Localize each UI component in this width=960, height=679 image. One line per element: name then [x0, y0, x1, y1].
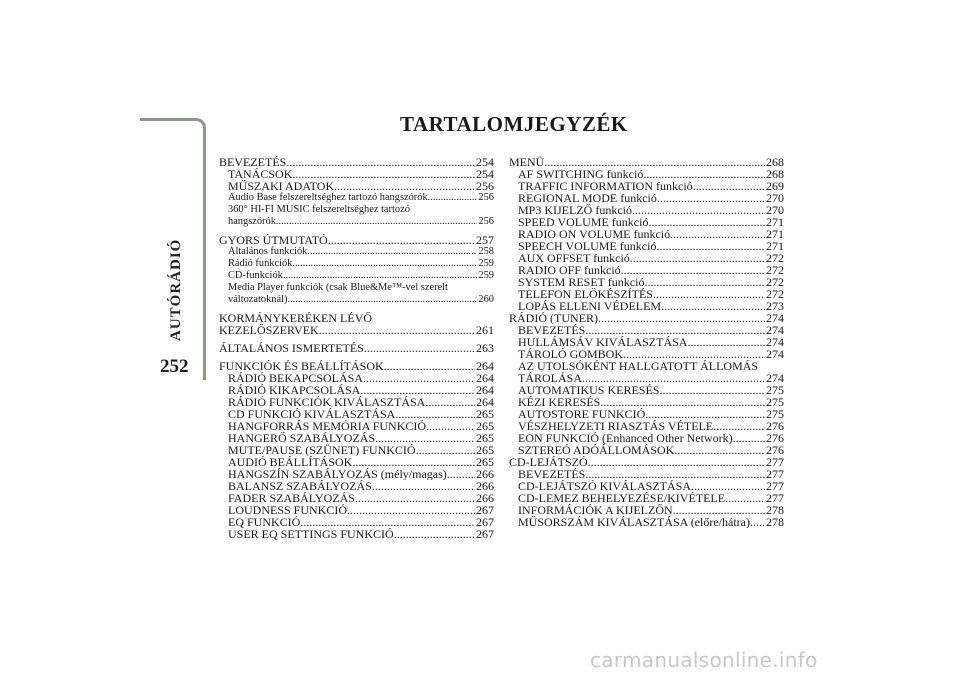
toc-leader-dots	[733, 432, 765, 444]
toc-entry-label: RADIO ON VOLUME funkció	[518, 228, 671, 240]
toc-leader-dots	[395, 408, 475, 420]
toc-entry[interactable]	[219, 282, 494, 294]
toc-entry-page: 275	[766, 407, 784, 421]
toc-entry-page: 275	[766, 383, 784, 397]
toc-entry[interactable]	[509, 492, 784, 504]
toc-entry-label: AF SWITCHING funkció	[518, 168, 644, 180]
toc-entry[interactable]	[219, 342, 494, 354]
toc-entry-label: SYSTEM RESET funkció	[518, 276, 645, 288]
toc-entry[interactable]	[509, 480, 784, 492]
toc-entry-label: SPEECH VOLUME funkció	[518, 240, 657, 252]
toc-entry-label: SPEED VOLUME funkció	[518, 216, 649, 228]
toc-entry-label: USER EQ SETTINGS FUNKCIÓ	[228, 528, 394, 540]
toc-entry[interactable]	[509, 384, 784, 396]
toc-leader-dots	[621, 264, 765, 276]
toc-entry-label: HULLÁMSÁV KIVÁLASZTÁSA	[518, 336, 688, 348]
toc-entry[interactable]	[509, 324, 784, 336]
toc-entry-page: 278	[766, 503, 784, 517]
toc-entry[interactable]	[219, 408, 494, 420]
toc-entry-page: 258	[478, 246, 494, 257]
toc-entry-label: AZ UTOLSÓKÉNT HALLGATOTT ÁLLOMÁS	[518, 360, 759, 372]
toc-entry-label: MENÜ	[509, 156, 545, 168]
toc-entry-page: 263	[476, 341, 494, 355]
toc-entry[interactable]	[509, 252, 784, 264]
toc-entry[interactable]	[509, 240, 784, 252]
toc-leader-dots	[319, 324, 475, 336]
toc-entry-label: KORMÁNYKERÉKEN LÉVŐ	[219, 312, 372, 324]
toc-leader-dots	[300, 516, 475, 528]
toc-entry-label: AUTOSTORE FUNKCIÓ	[518, 408, 646, 420]
toc-entry[interactable]	[509, 300, 784, 312]
toc-leader-dots	[585, 324, 765, 336]
toc-leader-dots	[585, 468, 765, 480]
toc-entry[interactable]	[509, 348, 784, 360]
toc-entry[interactable]	[509, 456, 784, 468]
toc-leader-dots	[674, 444, 765, 456]
toc-leader-dots	[693, 180, 765, 192]
toc-entry-page: 277	[766, 455, 784, 469]
toc-entry[interactable]	[219, 204, 494, 216]
toc-leader-dots	[355, 492, 475, 504]
toc-entry[interactable]	[219, 258, 494, 270]
toc-entry-page: 277	[766, 491, 784, 505]
toc-entry[interactable]	[509, 204, 784, 216]
toc-right-column	[509, 156, 784, 528]
toc-entry-page: 259	[478, 270, 494, 281]
toc-entry-label: FUNKCIÓK ÉS BEÁLLÍTÁSOK	[219, 360, 384, 372]
toc-entry-page: 267	[476, 527, 494, 541]
toc-leader-dots	[632, 204, 765, 216]
toc-entry-label: MŰSZAKI ADATOK	[228, 180, 335, 192]
toc-entry[interactable]	[219, 516, 494, 528]
toc-entry-page: 266	[476, 467, 494, 481]
toc-entry-page: 265	[476, 455, 494, 469]
toc-entry-page: 276	[766, 443, 784, 457]
toc-entry-label: SZTEREÓ ADÓÁLLOMÁSOK	[518, 444, 675, 456]
toc-entry[interactable]	[219, 192, 494, 204]
toc-entry-label: RÁDIÓ (TUNER)	[509, 312, 598, 324]
toc-entry-page: 265	[476, 419, 494, 433]
toc-entry-page: 257	[476, 233, 494, 247]
toc-leader-dots	[645, 408, 765, 420]
toc-leader-dots	[283, 270, 478, 282]
toc-entry-label: VÉSZHELYZETI RIASZTÁS VÉTELE	[518, 420, 714, 432]
toc-leader-dots	[363, 372, 475, 384]
watermark: carmanualsonline.info	[590, 648, 818, 672]
toc-entry-label: Általános funkciók	[228, 246, 308, 257]
toc-entry-page: 274	[766, 311, 784, 325]
toc-leader-dots	[287, 294, 477, 306]
toc-entry-page: 259	[478, 258, 494, 269]
toc-entry[interactable]	[219, 246, 494, 258]
toc-entry-page: 277	[766, 467, 784, 481]
toc-entry[interactable]	[509, 288, 784, 300]
toc-leader-dots	[292, 258, 477, 270]
toc-entry[interactable]	[219, 234, 494, 246]
toc-entry-label: CD FUNKCIÓ KIVÁLASZTÁSA	[228, 408, 396, 420]
toc-leader-dots	[416, 444, 475, 456]
toc-leader-dots	[276, 216, 478, 228]
toc-entry-page: 268	[766, 155, 784, 169]
toc-entry[interactable]	[219, 492, 494, 504]
toc-entry-page: 272	[766, 275, 784, 289]
toc-entry[interactable]	[219, 168, 494, 180]
toc-entry[interactable]	[509, 516, 784, 528]
toc-entry-label: AUX OFFSET funkció	[518, 252, 630, 264]
toc-entry-label: REGIONAL MODE funkció	[518, 192, 657, 204]
toc-leader-dots	[425, 396, 475, 408]
toc-entry-label: Media Player funkciók (csak Blue&Me™-vel szerelt	[228, 282, 448, 293]
toc-leader-dots	[588, 456, 765, 468]
toc-leader-dots	[347, 504, 475, 516]
toc-entry-page: 271	[766, 239, 784, 253]
toc-entry-label: TRAFFIC INFORMATION funkció	[518, 180, 693, 192]
toc-leader-dots	[600, 396, 765, 408]
toc-entry-page: 274	[766, 335, 784, 349]
toc-entry-label: RÁDIÓ FUNKCIÓK KIVÁLASZTÁSA	[228, 396, 426, 408]
toc-entry-page: 265	[476, 431, 494, 445]
toc-entry[interactable]	[219, 216, 494, 228]
toc-entry-label: KÉZI KERESÉS	[518, 396, 601, 408]
toc-entry[interactable]	[509, 396, 784, 408]
toc-entry[interactable]	[219, 420, 494, 432]
toc-leader-dots	[334, 180, 475, 192]
toc-entry-label: GYORS ÚTMUTATÓ	[219, 234, 328, 246]
toc-entry[interactable]	[219, 528, 494, 540]
toc-entry-page: 264	[476, 359, 494, 373]
toc-entry[interactable]	[219, 444, 494, 456]
toc-entry[interactable]	[509, 192, 784, 204]
toc-entry[interactable]	[509, 372, 784, 384]
toc-entry-page: 270	[766, 203, 784, 217]
toc-entry[interactable]	[219, 324, 494, 336]
page-title: TARTALOMJEGYZÉK	[400, 112, 628, 136]
toc-entry-page: 274	[766, 323, 784, 337]
toc-leader-dots	[725, 492, 765, 504]
toc-leader-dots	[328, 234, 475, 246]
toc-entry[interactable]	[509, 312, 784, 324]
toc-entry-label: MP3 KIJELZŐ funkció	[518, 204, 632, 216]
toc-leader-dots	[426, 420, 475, 432]
toc-entry-page: 273	[766, 299, 784, 313]
toc-entry-label: BEVEZETÉS	[219, 156, 287, 168]
toc-entry-page: 264	[476, 371, 494, 385]
toc-entry-label: KEZELŐSZERVEK	[219, 324, 319, 336]
toc-leader-dots	[598, 312, 765, 324]
toc-entry-label: LOPÁS ELLENI VÉDELEM	[518, 300, 662, 312]
toc-leader-dots	[352, 456, 475, 468]
toc-entry-label: TANÁCSOK	[228, 168, 293, 180]
toc-entry[interactable]	[509, 336, 784, 348]
toc-entry[interactable]	[219, 396, 494, 408]
toc-leader-dots	[643, 168, 765, 180]
section-side-label: AUTÓRÁDIÓ	[168, 238, 184, 342]
toc-entry-label: RÁDIÓ KIKAPCSOLÁSA	[228, 384, 361, 396]
toc-entry-label: CD-LEMEZ BEHELYEZÉSE/KIVÉTELE	[518, 492, 726, 504]
toc-leader-dots	[447, 468, 475, 480]
toc-entry[interactable]	[219, 360, 494, 372]
toc-entry-page: 269	[766, 179, 784, 193]
toc-entry-page: 277	[766, 479, 784, 493]
toc-entry[interactable]	[219, 456, 494, 468]
toc-entry-page: 265	[476, 443, 494, 457]
toc-entry-label: HANGERŐ SZABÁLYOZÁS	[228, 432, 376, 444]
toc-entry[interactable]	[219, 156, 494, 168]
toc-entry-page: 268	[766, 167, 784, 181]
toc-entry-page: 266	[476, 491, 494, 505]
toc-entry-page: 266	[476, 479, 494, 493]
toc-entry[interactable]	[219, 504, 494, 516]
toc-entry[interactable]	[219, 270, 494, 282]
toc-leader-dots	[364, 342, 475, 354]
toc-entry-page: 256	[476, 179, 494, 193]
toc-entry-label: CD-funkciók	[228, 270, 283, 281]
toc-entry-label: AUDIÓ BEÁLLÍTÁSOK	[228, 456, 353, 468]
toc-entry-label: BEVEZETÉS	[518, 324, 586, 336]
toc-entry[interactable]	[219, 312, 494, 324]
toc-entry-label: INFORMÁCIÓK A KIJELZŐN	[518, 504, 673, 516]
toc-leader-dots	[659, 384, 765, 396]
toc-entry[interactable]	[509, 504, 784, 516]
toc-entry-page: 261	[476, 323, 494, 337]
toc-entry-label: Audio Base felszereltséghez tartozó hangszórók	[228, 192, 428, 203]
toc-entry-page: 254	[476, 167, 494, 181]
toc-leader-dots	[750, 516, 765, 528]
toc-entry[interactable]	[219, 294, 494, 306]
toc-entry-page: 267	[476, 515, 494, 529]
toc-leader-dots	[307, 246, 477, 258]
toc-leader-dots	[644, 276, 765, 288]
toc-entry-label: HANGSZÍN SZABÁLYOZÁS (mély/magas)	[228, 468, 447, 480]
toc-entry-page: 278	[766, 515, 784, 529]
toc-entry-label: TÁROLÁSA	[518, 372, 583, 384]
toc-leader-dots	[286, 156, 475, 168]
toc-entry-label: Rádió funkciók	[228, 258, 293, 269]
toc-leader-dots	[360, 384, 475, 396]
toc-left-column	[219, 156, 494, 540]
toc-entry-page: 271	[766, 227, 784, 241]
toc-leader-dots	[623, 348, 765, 360]
toc-entry[interactable]	[509, 264, 784, 276]
toc-entry-label: HANGFORRÁS MEMÓRIA FUNKCIÓ	[228, 420, 427, 432]
toc-entry[interactable]	[509, 216, 784, 228]
toc-entry-page: 270	[766, 191, 784, 205]
toc-entry-page: 272	[766, 251, 784, 265]
toc-entry-label: EON FUNKCIÓ (Enhanced Other Network)	[518, 432, 733, 444]
toc-entry[interactable]	[509, 468, 784, 480]
toc-entry-label: FADER SZABÁLYOZÁS	[228, 492, 355, 504]
toc-entry[interactable]	[219, 480, 494, 492]
toc-leader-dots	[384, 360, 475, 372]
toc-entry-page: 274	[766, 371, 784, 385]
toc-entry[interactable]	[509, 432, 784, 444]
toc-leader-dots	[656, 240, 765, 252]
toc-entry-label: EQ FUNKCIÓ	[228, 516, 301, 528]
toc-leader-dots	[544, 156, 765, 168]
toc-entry-label: LOUDNESS FUNKCIÓ	[228, 504, 348, 516]
toc-entry[interactable]	[509, 276, 784, 288]
toc-entry-page: 276	[766, 431, 784, 445]
toc-entry[interactable]	[509, 180, 784, 192]
toc-entry-label: AUTOMATIKUS KERESÉS	[518, 384, 660, 396]
toc-leader-dots	[653, 288, 765, 300]
toc-entry[interactable]	[509, 420, 784, 432]
toc-entry[interactable]	[509, 444, 784, 456]
toc-entry[interactable]	[509, 360, 784, 372]
toc-entry[interactable]	[219, 384, 494, 396]
toc-entry-label: hangszórók	[228, 216, 276, 227]
toc-entry-label: CD-LEJÁTSZÓ KIVÁLASZTÁSA	[518, 480, 691, 492]
toc-leader-dots	[582, 372, 765, 384]
toc-entry-label: TÁROLÓ GOMBOK	[518, 348, 623, 360]
toc-entry-page: 256	[478, 216, 494, 227]
toc-entry-page: 265	[476, 407, 494, 421]
toc-entry-label: MŰSORSZÁM KIVÁLASZTÁSA (előre/hátra)	[518, 516, 750, 528]
toc-entry-page: 264	[476, 383, 494, 397]
toc-entry-label: változatoknál)	[228, 294, 288, 305]
toc-entry-page: 271	[766, 215, 784, 229]
toc-leader-dots	[375, 432, 475, 444]
toc-entry[interactable]	[509, 408, 784, 420]
toc-entry-page: 272	[766, 263, 784, 277]
toc-leader-dots	[673, 504, 765, 516]
toc-entry[interactable]	[219, 468, 494, 480]
toc-entry-label: MUTE/PAUSE (SZÜNET) FUNKCIÓ	[228, 444, 416, 456]
toc-entry-page: 272	[766, 287, 784, 301]
toc-entry-label: CD-LEJÁTSZÓ	[509, 456, 588, 468]
toc-entry-label: 360° HI-FI MUSIC felszereltséghez tartozó	[228, 204, 410, 215]
toc-entry-label: RÁDIÓ BEKAPCSOLÁSA	[228, 372, 364, 384]
page-number: 252	[160, 356, 189, 377]
toc-entry-label: BALANSZ SZABÁLYOZÁS	[228, 480, 372, 492]
toc-leader-dots	[670, 228, 765, 240]
toc-entry[interactable]	[509, 156, 784, 168]
toc-leader-dots	[630, 252, 765, 264]
toc-entry-page: 275	[766, 395, 784, 409]
toc-entry-page: 267	[476, 503, 494, 517]
toc-leader-dots	[428, 192, 478, 204]
toc-entry-label: TELEFON ELŐKÉSZÍTÉS	[518, 288, 653, 300]
toc-leader-dots	[394, 528, 475, 540]
toc-entry-page: 256	[478, 192, 494, 203]
toc-entry[interactable]	[219, 372, 494, 384]
toc-leader-dots	[713, 420, 765, 432]
toc-leader-dots	[687, 336, 765, 348]
toc-entry[interactable]	[219, 180, 494, 192]
toc-leader-dots	[292, 168, 475, 180]
toc-entry[interactable]	[509, 168, 784, 180]
toc-leader-dots	[657, 192, 765, 204]
toc-entry[interactable]	[509, 228, 784, 240]
toc-entry-label: BEVEZETÉS	[518, 468, 586, 480]
toc-entry-label: ÁLTALÁNOS ISMERTETÉS	[219, 342, 364, 354]
toc-leader-dots	[661, 300, 765, 312]
toc-entry-page: 274	[766, 347, 784, 361]
toc-leader-dots	[648, 216, 765, 228]
toc-entry[interactable]	[219, 432, 494, 444]
toc-entry-page: 254	[476, 155, 494, 169]
toc-entry-page: 264	[476, 395, 494, 409]
toc-leader-dots	[691, 480, 765, 492]
toc-leader-dots	[372, 480, 475, 492]
toc-entry-label: RADIO OFF funkció	[518, 264, 621, 276]
toc-entry-page: 276	[766, 419, 784, 433]
toc-entry-page: 260	[478, 294, 494, 305]
